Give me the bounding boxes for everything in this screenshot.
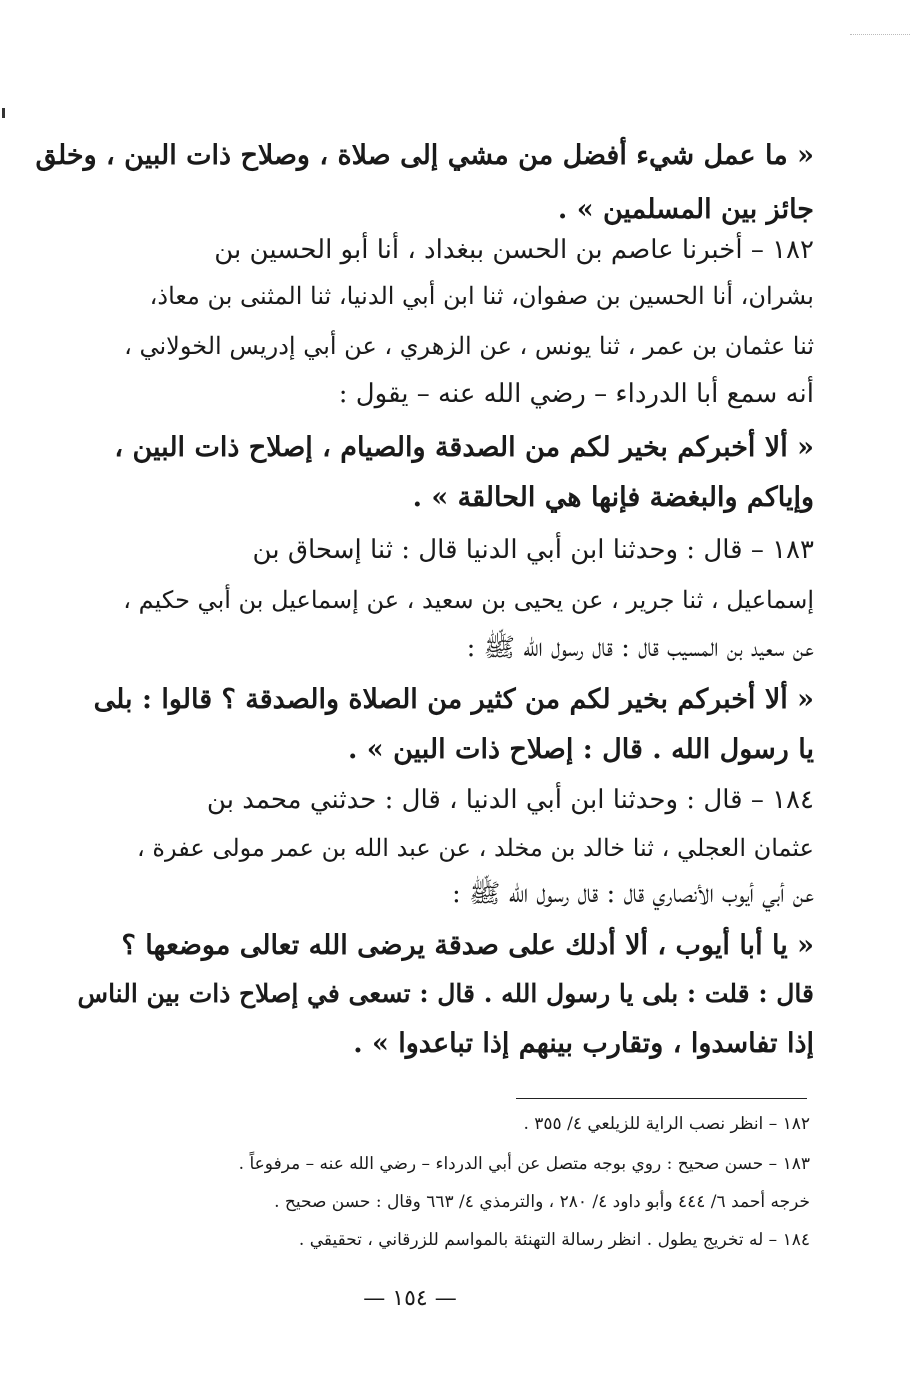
isnad-line: ١٨٢ – أخبرنا عاصم بن الحسن ببغداد ، أنا أبو الحسين بن (214, 235, 814, 265)
isnad-line: بشران، أنا الحسين بن صفوان، ثنا ابن أبي الدنيا، ثنا المثنى بن معاذ، (149, 282, 814, 310)
page-number: — ١٥٤ — (363, 1286, 457, 1311)
isnad-line: ١٨٣ – قال : وحدثنا ابن أبي الدنيا قال : ثنا إسحاق بن (252, 535, 814, 565)
isnad-line: ١٨٤ – قال : وحدثنا ابن أبي الدنيا ، قال : حدثني محمد بن (206, 785, 814, 815)
hadith-text-line: يا رسول الله . قال : إصلاح ذات البين » . (348, 734, 814, 765)
isnad-line: عثمان العجلي ، ثنا خالد بن مخلد ، عن عبد الله بن عمر مولى عفرة ، (137, 834, 814, 862)
isnad-line: ثنا عثمان بن عمر ، ثنا يونس ، عن الزهري ، عن أبي إدريس الخولاني ، (124, 332, 814, 360)
hadith-text-line: « ألا أخبركم بخير لكم من الصدقة والصيام ، إصلاح ذات البين ، (114, 432, 814, 463)
isnad-line: عن أبي أيوب الأنصاري قال : قال رسول الله ﷺ : (452, 879, 814, 909)
hadith-text-line: إذا تفاسدوا ، وتقارب بينهم إذا تباعدوا » . (353, 1028, 814, 1059)
hadith-text-line: قال : قلت : بلى يا رسول الله . قال : تسعى في إصلاح ذات بين الناس (77, 979, 814, 1008)
hadith-text-line: جائز بين المسلمين » . (557, 194, 814, 225)
isnad-line: أنه سمع أبا الدرداء – رضي الله عنه – يقول : (338, 379, 814, 409)
isnad-line: عن سعيد بن المسيب قال : قال رسول الله ﷺ : (466, 633, 814, 663)
corner-mark (850, 34, 910, 35)
footnote-line: ١٨٤ – له تخريج يطول . انظر رسالة التهنئة بالمواسم للزرقاني ، تحقيقي . (298, 1230, 810, 1250)
margin-mark (2, 108, 5, 118)
footnote-divider (516, 1098, 807, 1099)
isnad-line: إسماعيل ، ثنا جرير ، عن يحيى بن سعيد ، عن إسماعيل بن أبي حكيم ، (123, 586, 814, 614)
footnote-line: ١٨٢ – انظر نصب الراية للزيلعي ٤/ ٣٥٥ . (523, 1114, 810, 1134)
footnote-line: خرجه أحمد ٦/ ٤٤٤ وأبو داود ٤/ ٢٨٠ ، والترمذي ٤/ ٦٦٣ وقال : حسن صحيح . (274, 1192, 810, 1212)
footnote-line: ١٨٣ – حسن صحيح : روي بوجه متصل عن أبي الدرداء – رضي الله عنه – مرفوعاً . (238, 1154, 810, 1174)
hadith-text-line: وإياكم والبغضة فإنها هي الحالقة » . (412, 482, 814, 513)
hadith-text-line: « ما عمل شيء أفضل من مشي إلى صلاة ، وصلاح ذات البين ، وخلق (35, 140, 814, 171)
hadith-text-line: « يا أبا أيوب ، ألا أدلك على صدقة يرضى الله تعالى موضعها ؟ (121, 930, 814, 961)
hadith-text-line: « ألا أخبركم بخير لكم من كثير من الصلاة والصدقة ؟ قالوا : بلى (93, 684, 814, 715)
